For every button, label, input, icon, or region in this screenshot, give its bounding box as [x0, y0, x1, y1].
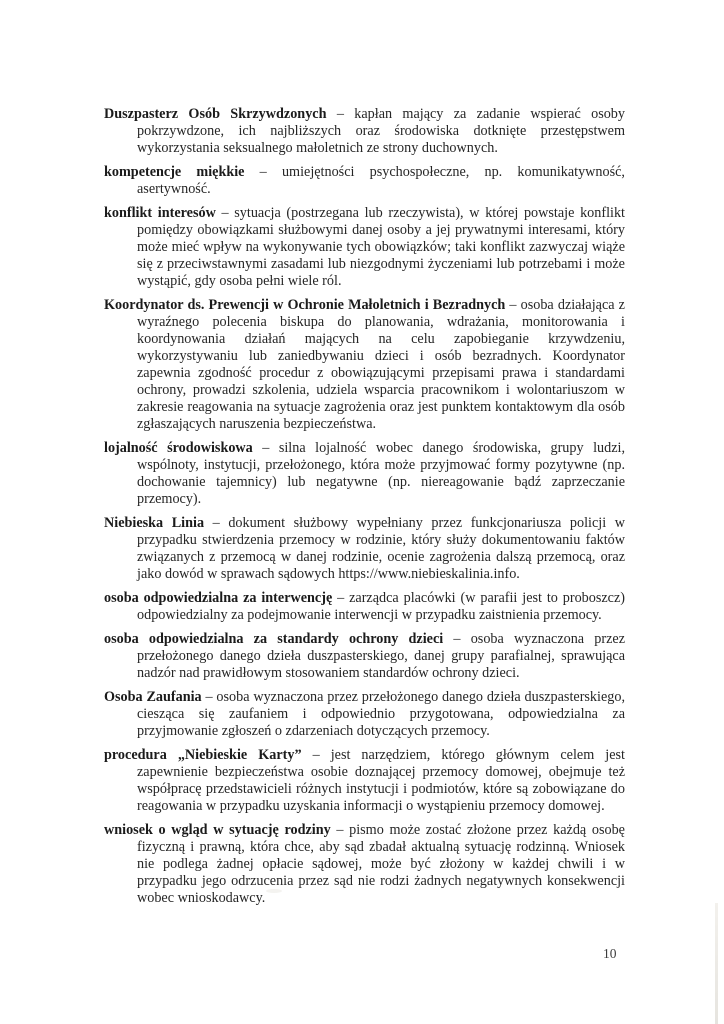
glossary-term: kompetencje miękkie [104, 164, 245, 180]
glossary-term: Koordynator ds. Prewencji w Ochronie Małoletnich i Bezradnych [104, 297, 506, 313]
glossary-term: procedura „Niebieskie Karty” [104, 747, 302, 763]
glossary-definition: – zarządca placówki (w parafii jest to proboszcz) odpowiedzialny za podejmowanie interwencji w przypadku zaistnienia przemocy. [137, 590, 625, 623]
glossary-term: Osoba Zaufania [104, 689, 202, 705]
glossary-definition: – pismo może zostać złożone przez każdą osobę fizyczną i prawną, która chce, aby sąd zbadał aktualną sytuację rodzinną. Wniosek nie podlega żadnej opłacie sądowej, może być złożony w każdej chwili i w przypadku jego odrzucenia przez sąd nie rodzi żadnych negatywnych konsekwencji wobec wnioskodawcy. [137, 822, 625, 906]
glossary-entry [104, 590, 625, 624]
glossary-entry [104, 515, 625, 583]
glossary-definition: – silna lojalność wobec danego środowiska, grupy ludzi, wspólnoty, instytucji, przełożonego, która może przyjmować formy pozytywne (np. dochowanie tajemnicy) lub negatywne (np. niereagowanie bądź zaprzeczanie przemocy). [137, 440, 625, 507]
glossary-definition: – dokument służbowy wypełniany przez funkcjonariusza policji w przypadku stwierdzenia przemocy w rodzinie, który służy dokumentowaniu faktów związanych z przemocą w danej rodzinie, ocenie zagrożenia dalszą przemocą, oraz jako dowód w sprawach sądowych https://www.niebieskalinia.info. [137, 515, 625, 582]
glossary-definition: – kapłan mający za zadanie wspierać osoby pokrzywdzone, ich najbliższych oraz środowiska dotknięte przestępstwem wykorzystania seksualnego małoletnich ze strony duchownych. [137, 106, 625, 156]
glossary-term: osoba odpowiedzialna za standardy ochrony dzieci [104, 631, 444, 647]
glossary-definition: – jest narzędziem, którego głównym celem jest zapewnienie bezpieczeństwa osobie doznającej przemocy domowej, obejmuje też współpracę przedstawicieli różnych instytucji i podmiotów, które są zobowiązane do reagowania w przypadku uzyskania informacji o wystąpieniu przemocy domowej. [137, 747, 625, 814]
scan-speck-artifact [266, 889, 282, 893]
glossary-definition: – umiejętności psychospołeczne, np. komunikatywność, asertywność. [137, 164, 625, 197]
glossary-definition: – osoba działająca z wyraźnego polecenia biskupa do planowania, wdrażania, monitorowania i koordynowania działań mających na celu zapobieganie krzywdzeniu, wykorzystywaniu lub zaniedbywaniu dzieci i osób bezradnych. Koordynator zapewnia zgodność procedur z obowiązującymi przepisami prawa i standardami ochrony, prowadzi szkolenia, udziela wsparcia pracownikom i wolontariuszom w zakresie reagowania na sytuacje zagrożenia oraz jest punktem kontaktowym dla osób zgłaszających naruszenia bezpieczeństwa. [137, 297, 625, 432]
glossary-term: osoba odpowiedzialna za interwencję [104, 590, 333, 606]
glossary-entry [104, 297, 625, 433]
glossary-entry [104, 822, 625, 907]
glossary-definition: – sytuacja (postrzegana lub rzeczywista), w której powstaje konflikt pomiędzy obowiązkami służbowymi danej osoby a jej prywatnymi interesami, który może mieć wpływ na wykonywanie tych obowiązków; taki konflikt zazwyczaj wiąże się z przeciwstawnymi zasadami lub niezgodnymi życzeniami lub potrzebami i może wystąpić, gdy osoba pełni wiele ról. [137, 205, 625, 289]
glossary-term: lojalność środowiskowa [104, 440, 253, 456]
glossary-entry [104, 747, 625, 815]
glossary-entry [104, 689, 625, 740]
glossary-entry [104, 631, 625, 682]
glossary-definition: – osoba wyznaczona przez przełożonego danego dzieła duszpasterskiego, ciesząca się zaufaniem i odpowiednio przygotowana, odpowiedzialna za przyjmowanie zgłoszeń o zdarzeniach dotyczących przemocy. [137, 689, 626, 739]
glossary-entry [104, 440, 625, 508]
glossary-list [104, 106, 625, 914]
glossary-entry [104, 205, 625, 290]
glossary-entry [104, 164, 625, 198]
glossary-entry [104, 106, 625, 157]
glossary-term: Niebieska Linia [104, 515, 205, 531]
page-number: 10 [603, 946, 617, 961]
scan-edge-artifact [715, 903, 718, 1024]
glossary-definition: – osoba wyznaczona przez przełożonego danego dzieła duszpasterskiego, danej grupy parafialnej, sprawująca nadzór nad prawidłowym stosowaniem standardów ochrony dzieci. [137, 631, 625, 681]
glossary-term: konflikt interesów [104, 205, 216, 221]
glossary-term: Duszpasterz Osób Skrzywdzonych [104, 106, 327, 122]
glossary-term: wniosek o wgląd w sytuację rodziny [104, 822, 331, 838]
